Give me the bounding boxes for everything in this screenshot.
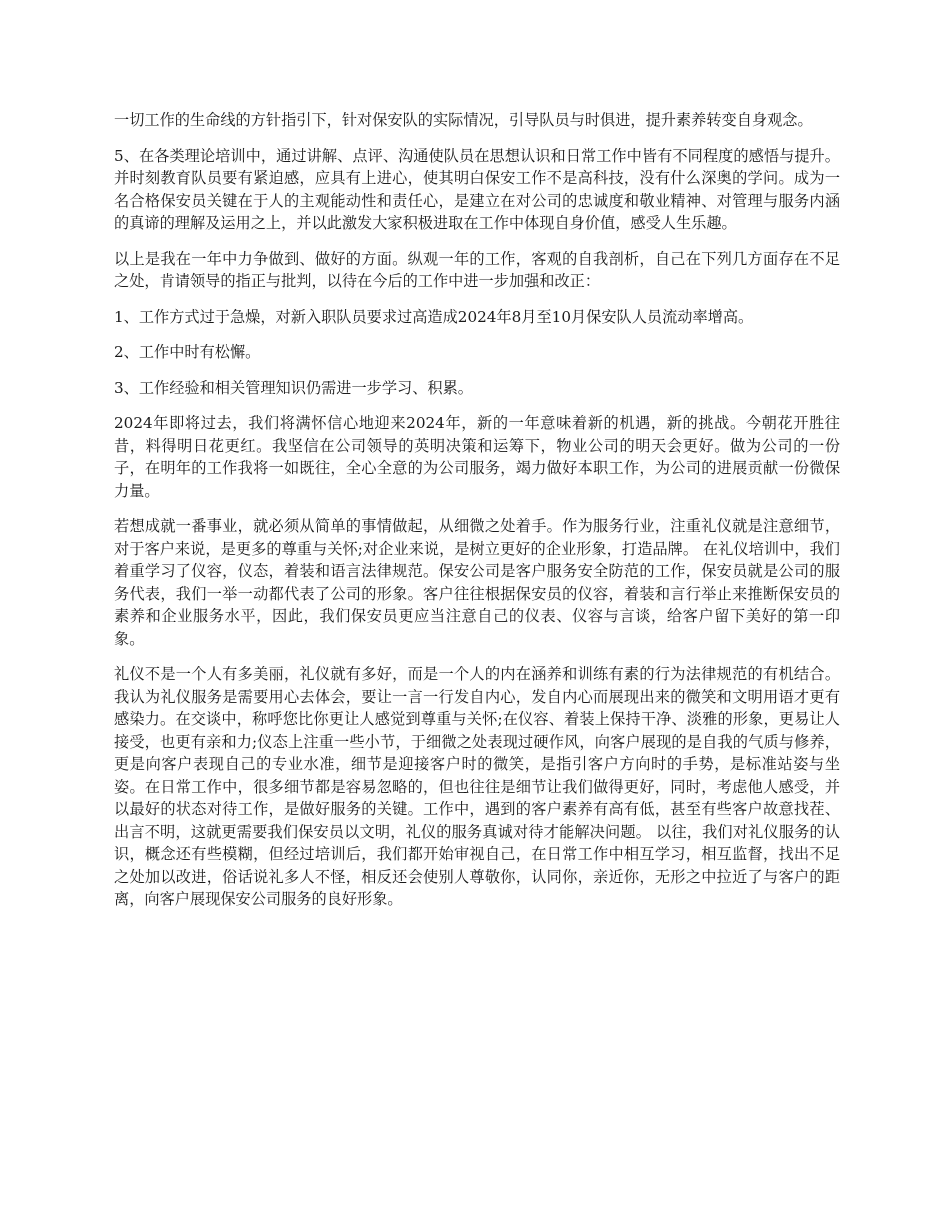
paragraph-shortcoming-2: 2、工作中时有松懈。 [114, 343, 261, 361]
paragraph-item-5-training: 5、在各类理论培训中，通过讲解、点评、沟通使队员在思想认识和日常工作中皆有不同程度的感悟与提升。并时刻教育队员要有紧迫感，应具有上进心，使其明白保安工作不是高科技，没有什么深奥的学问。成为一名合格保安员关键在于人的主观能动性和责任心，是建立在对公司的忠诚度和敬业精神、对管理与服务内涵的真谛的理解及运用之上，并以此激发大家积极进取在工作中体现自身价值，感受人生乐趣。 [114, 146, 840, 232]
paragraph-new-year-outlook: 2024年即将过去，我们将满怀信心地迎来2024年，新的一年意味着新的机遇，新的挑战。今朝花开胜往昔，料得明日花更红。我坚信在公司领导的英明决策和运筹下，物业公司的明天会更好。做为公司的一份子，在明年的工作我将一如既往，全心全意的为公司服务，竭力做好本职工作，为公司的进展贡献一份微保力量。 [114, 414, 840, 500]
paragraph-etiquette-details: 若想成就一番事业，就必须从简单的事情做起，从细微之处着手。作为服务行业，注重礼仪就是注意细节，对于客户来说，是更多的尊重与关怀;对企业来说，是树立更好的企业形象，打造品牌。 在礼仪培训中，我们着重学习了仪容，仪态，着装和语言法律规范。保安公司是客户服务安全防范的工作，保安员就是公司的服务代表，我们一举一动都代表了公司的形象。客户往往根据保安员的仪容，着装和言行举止来推断保安员的素养和企业服务水平，因此，我们保安员更应当注意自己的仪表、仪容与言谈，给客户留下美好的第一印象。 [114, 517, 840, 648]
document-page [114, 109, 840, 924]
paragraph-guideline-continuation: 一切工作的生命线的方针指引下，针对保安队的实际情况，引导队员与时俱进，提升素养转变自身观念。 [114, 111, 813, 129]
paragraph-etiquette-service: 礼仪不是一个人有多美丽，礼仪就有多好，而是一个人的内在涵养和训练有素的行为法律规范的有机结合。我认为礼仪服务是需要用心去体会，要让一言一行发自内心，发自内心而展现出来的微笑和文明用语才更有感染力。在交谈中，称呼您比你更让人感觉到尊重与关怀;在仪容、着装上保持干净、淡雅的形象，更易让人接受，也更有亲和力;仪态上注重一些小节，于细微之处表现过硬作风，向客户展现的是自我的气质与修养，更是向客户表现自己的专业水准，细节是迎接客户时的微笑，是指引客户方向时的手势，是标准站姿与坐姿。在日常工作中，很多细节都是容易忽略的，但也往往是细节让我们做得更好，同时，考虑他人感受，并以最好的状态对待工作，是做好服务的关键。工作中，遇到的客户素养有高有低，甚至有些客户故意找茬、出言不明，这就更需要我们保安员以文明，礼仪的服务真诚对待才能解决问题。 以往，我们对礼仪服务的认识，概念还有些模糊，但经过培训后，我们都开始审视自己，在日常工作中相互学习，相互监督，找出不足之处加以改进，俗话说礼多人不怪，相反还会使别人尊敬你，认同你，亲近你，无形之中拉近了与客户的距离，向客户展现保安公司服务的良好形象。 [114, 665, 840, 908]
paragraph-self-review-intro: 以上是我在一年中力争做到、做好的方面。纵观一年的工作，客观的自我剖析，自己在下列几方面存在不足之处，肯请领导的指正与批判，以待在今后的工作中进一步加强和改正： [114, 249, 840, 290]
paragraph-shortcoming-1: 1、工作方式过于急燥，对新入职队员要求过高造成2024年8月至10月保安队人员流动率增高。 [114, 307, 754, 326]
paragraph-shortcoming-3: 3、工作经验和相关管理知识仍需进一步学习、积累。 [114, 378, 473, 397]
